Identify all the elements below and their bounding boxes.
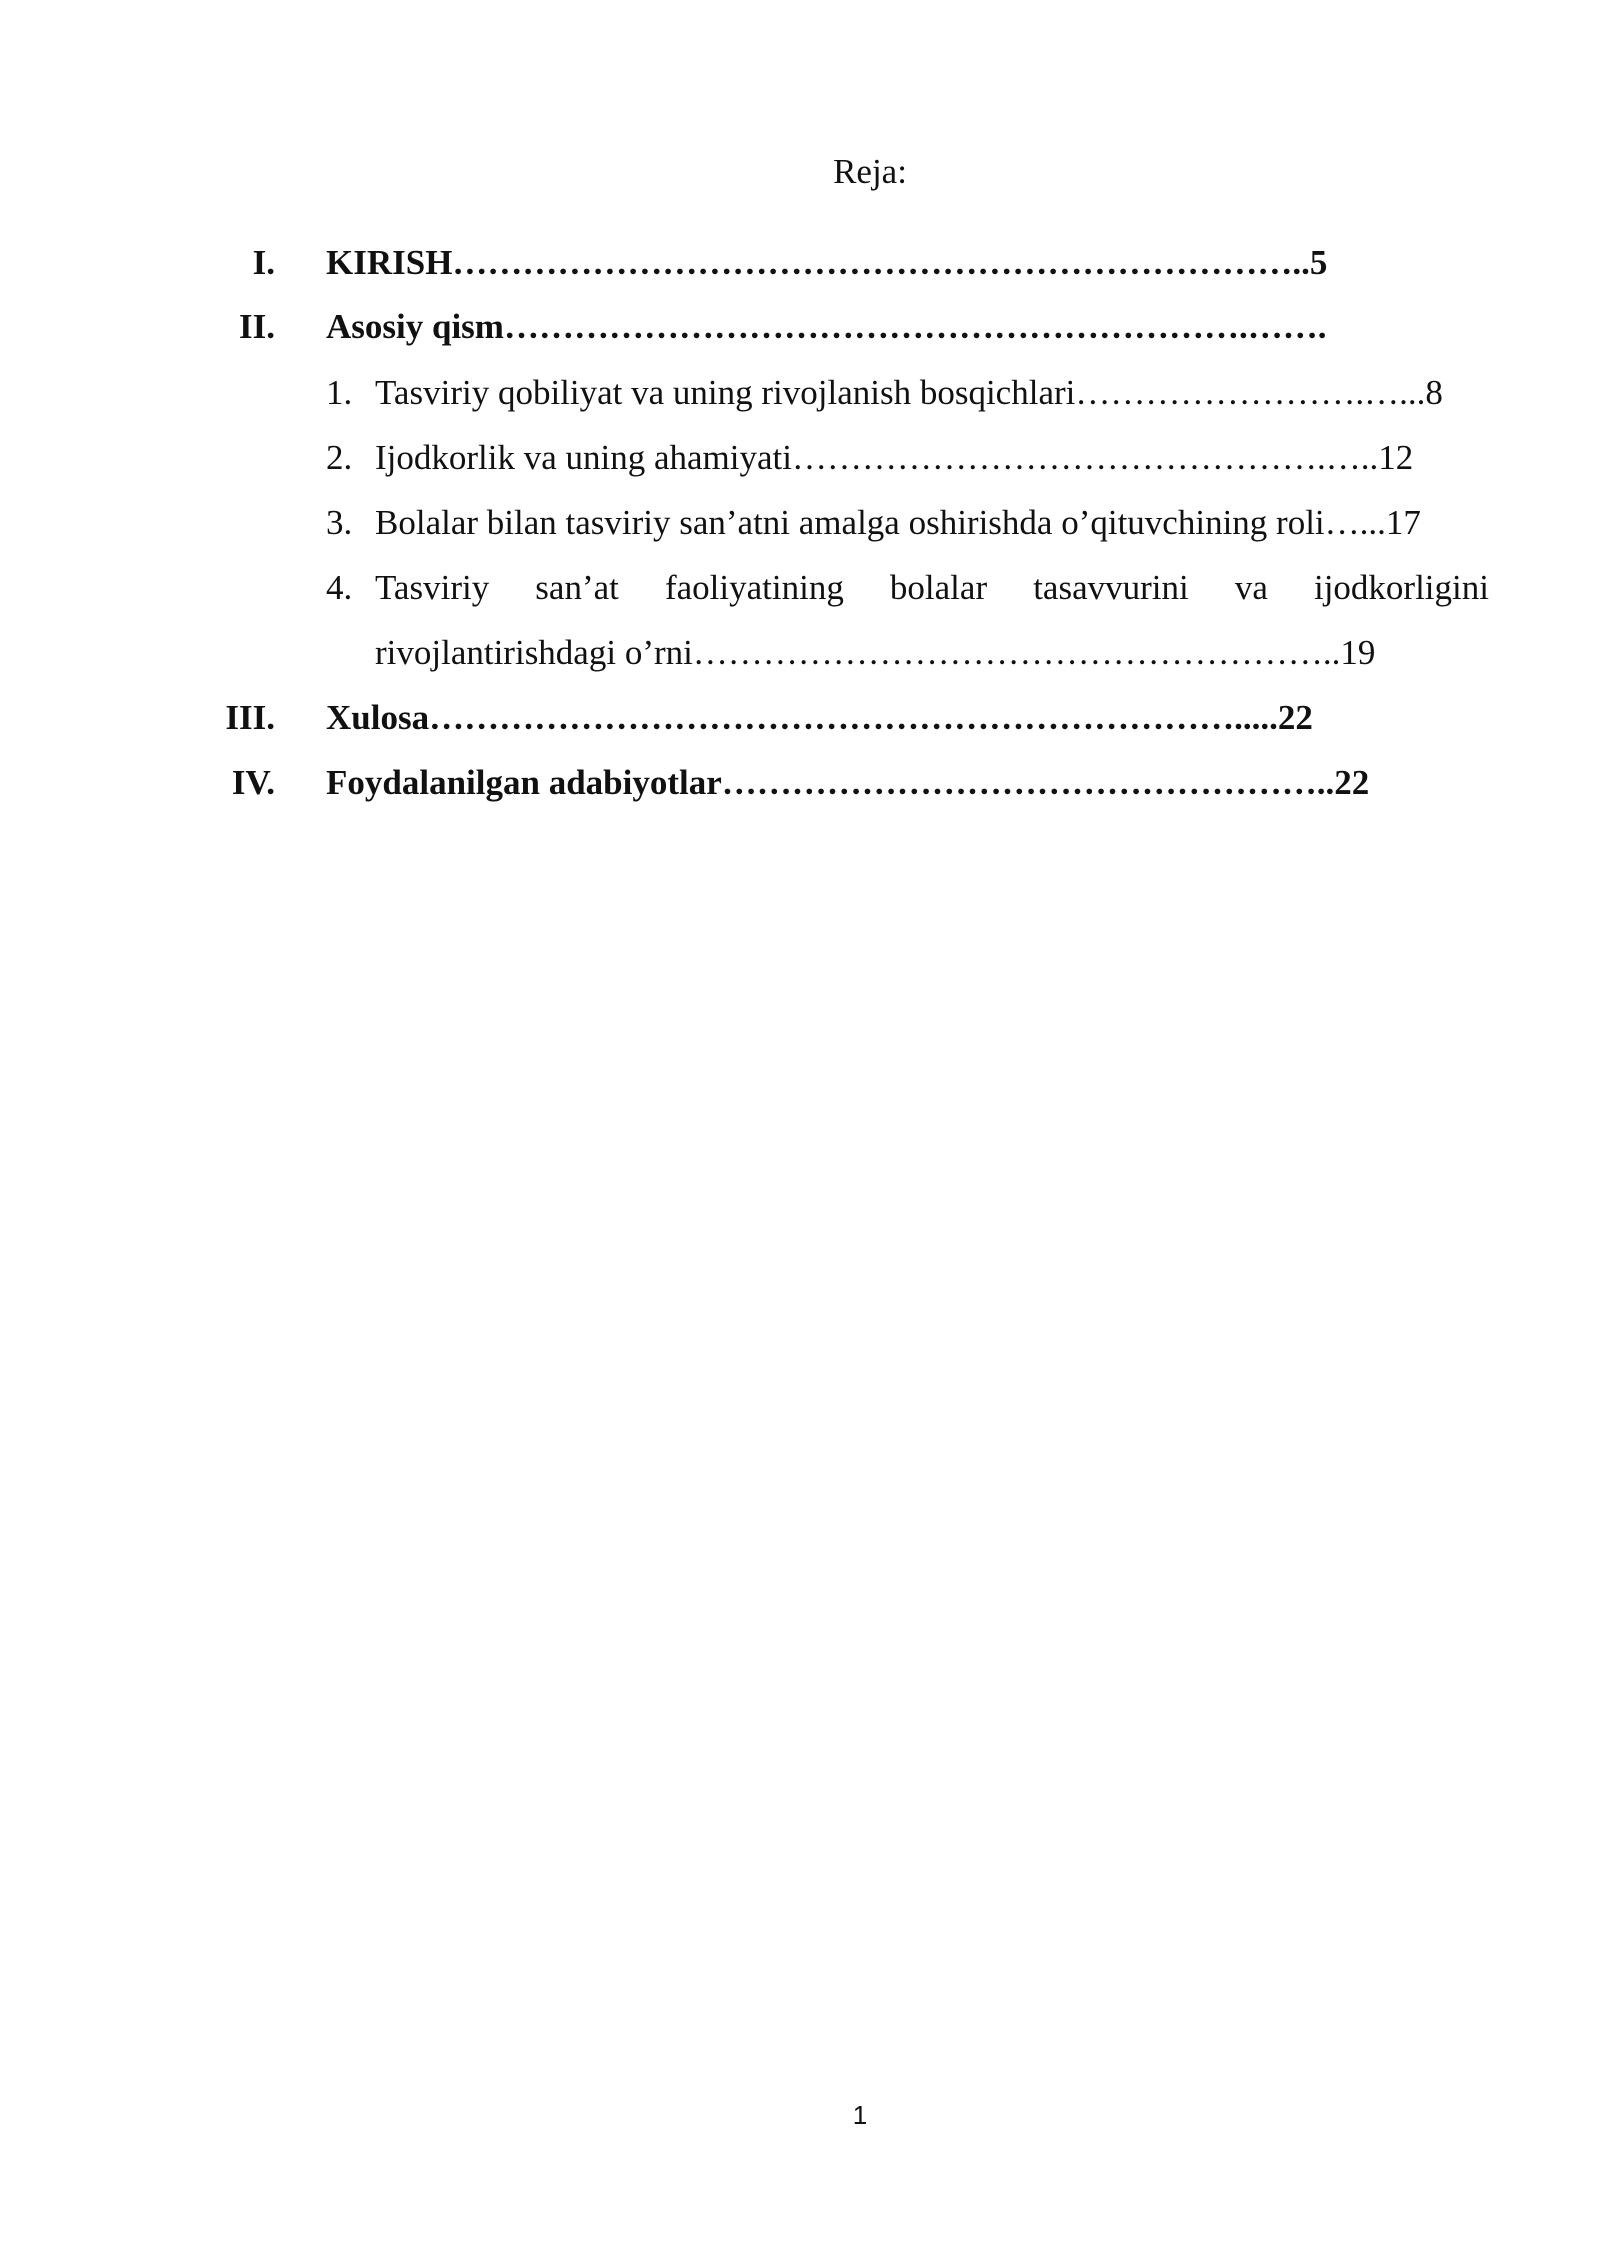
toc-subitem-1[interactable]: Tasviriy qobiliyat va uning rivojlanish bosqichlari…………………….…...8 xyxy=(375,373,1443,412)
toc-subitem-4-word: bolalar xyxy=(889,568,988,607)
toc-numeral-1: I. xyxy=(252,243,275,282)
toc-subitem-4-word: tasavvurini xyxy=(1033,568,1189,607)
page-title: Reja: xyxy=(833,152,907,191)
toc-subitem-4-word: ijodkorligini xyxy=(1313,568,1489,607)
toc-subitem-4-line-1[interactable] xyxy=(375,568,1489,608)
toc-subitem-number-4: 4. xyxy=(326,568,353,607)
toc-subitem-4-word: san’at xyxy=(535,568,619,607)
toc-subitem-2[interactable]: Ijodkorlik va uning ahamiyati……………………………………….…..12 xyxy=(375,438,1414,477)
toc-numeral-3: III. xyxy=(225,698,275,737)
toc-subitem-number-3: 3. xyxy=(326,503,353,542)
toc-entry-asosiy-qism[interactable]: Asosiy qism……………………………………………………….……. xyxy=(326,307,1327,346)
page-number: 1 xyxy=(852,2100,868,2130)
toc-subitem-4-word: va xyxy=(1234,568,1268,607)
toc-numeral-2: II. xyxy=(239,307,275,346)
toc-subitem-number-2: 2. xyxy=(326,438,353,477)
toc-subitem-3[interactable]: Bolalar bilan tasviriy san’atni amalga oshirishda o’qituvchining roli…...17 xyxy=(375,503,1421,542)
toc-subitem-4-word: Tasviriy xyxy=(375,568,490,607)
toc-entry-adabiyotlar[interactable]: Foydalanilgan adabiyotlar……………………………………………..22 xyxy=(326,763,1370,802)
toc-subitem-4-word: faoliyatining xyxy=(664,568,844,607)
toc-entry-kirish[interactable]: KIRISH………………………………………………………………..5 xyxy=(326,243,1328,282)
toc-numeral-4: IV. xyxy=(231,763,275,802)
toc-entry-xulosa[interactable]: Xulosa…………………………………………………………….....22 xyxy=(326,698,1313,737)
toc-subitem-4-line-2[interactable]: rivojlantirishdagi o’rni………………………………………………..19 xyxy=(375,633,1376,672)
toc-subitem-number-1: 1. xyxy=(326,373,353,412)
